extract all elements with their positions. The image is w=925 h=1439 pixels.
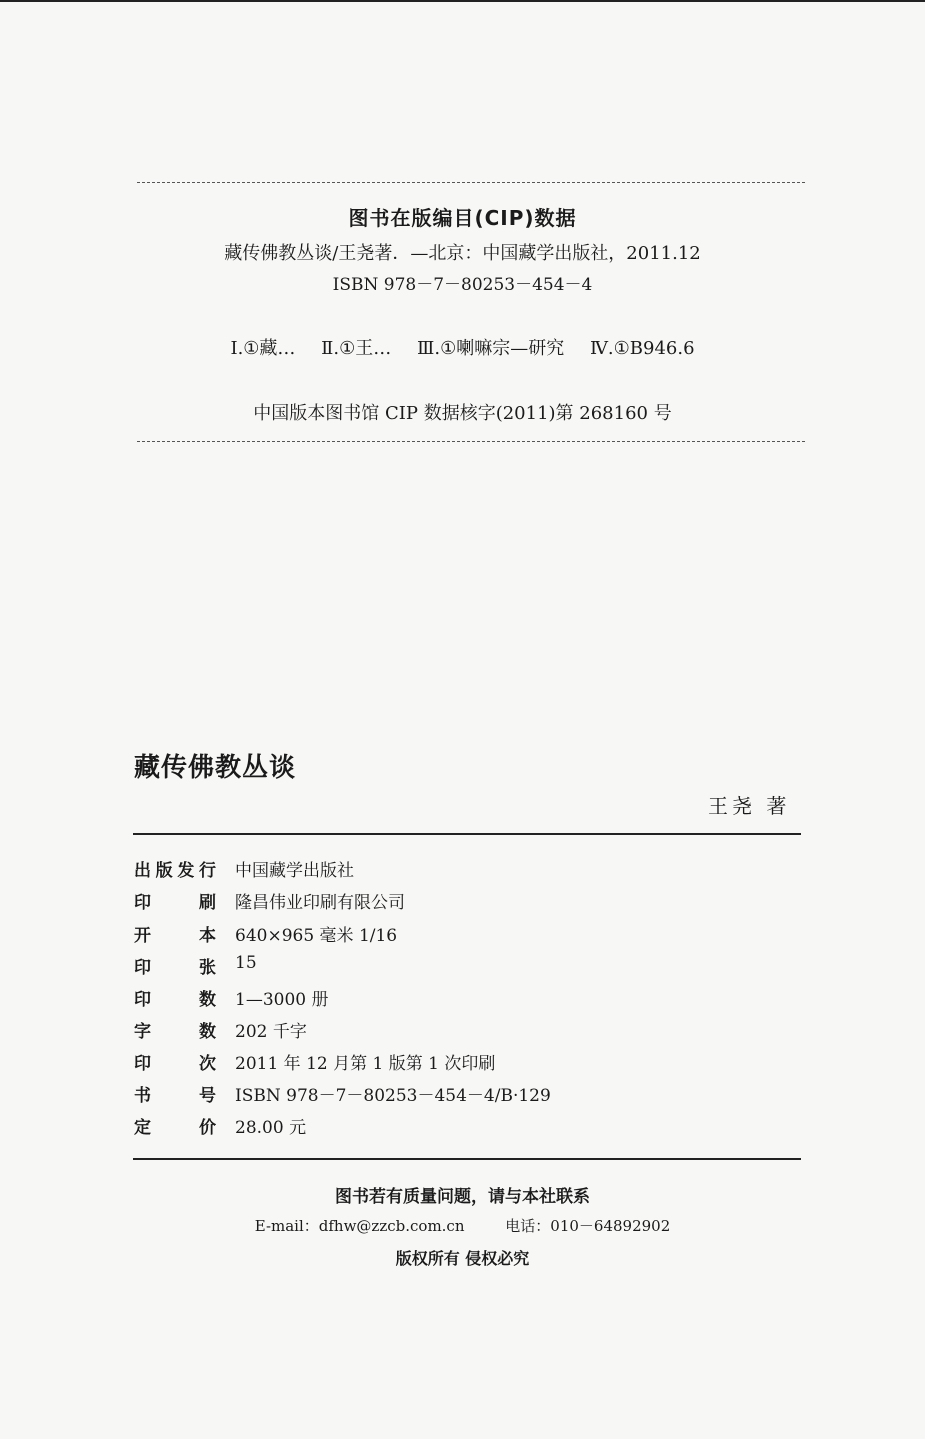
cip-bottom-divider [137, 441, 805, 442]
cip-class-4: Ⅳ.①B946.6 [589, 338, 695, 359]
info-value: 640×965 毫米 1/16 [235, 926, 398, 946]
info-label: 定 价 [134, 1118, 216, 1138]
contact-phone: 电话：010－64892902 [505, 1217, 671, 1235]
top-border-line [0, 0, 925, 2]
book-author: 王尧 著 [708, 794, 791, 818]
info-value: 28.00 元 [235, 1118, 307, 1138]
cip-bibliographic-line: 藏传佛教丛谈/王尧著．—北京：中国藏学出版社，2011.12 [224, 243, 701, 264]
cip-class-2: Ⅱ.①王… [321, 338, 392, 359]
info-value: 202 千字 [235, 1022, 307, 1042]
cip-isbn: ISBN 978－7－80253－454－4 [332, 275, 593, 295]
info-label: 印 刷 [134, 893, 216, 913]
info-bottom-rule [133, 1158, 801, 1160]
book-title: 藏传佛教丛谈 [134, 753, 297, 783]
info-label: 开 本 [134, 926, 216, 946]
cip-top-divider [137, 182, 805, 183]
contact-line [0, 1215, 925, 1236]
info-label: 出 版 发 行 [134, 861, 216, 881]
info-top-rule [133, 833, 801, 835]
info-label: 印 次 [134, 1054, 216, 1074]
info-label: 字 数 [134, 1022, 216, 1042]
cip-classification [0, 334, 925, 360]
info-value: 中国藏学出版社 [235, 861, 354, 881]
info-value: 15 [235, 953, 257, 973]
cip-title: 图书在版编目(CIP)数据 [348, 206, 577, 230]
info-label: 书 号 [134, 1086, 216, 1106]
cip-approval-number: 中国版本图书馆 CIP 数据核字(2011)第 268160 号 [253, 403, 672, 424]
info-label: 印 张 [134, 958, 216, 978]
copyright-notice: 版权所有 侵权必究 [395, 1249, 530, 1268]
info-value: 2011 年 12 月第 1 版第 1 次印刷 [235, 1054, 496, 1074]
info-value: ISBN 978－7－80253－454－4/B·129 [235, 1086, 551, 1106]
contact-email: E-mail：dfhw@zzcb.com.cn [254, 1217, 465, 1235]
quality-notice: 图书若有质量问题，请与本社联系 [335, 1187, 590, 1207]
info-label: 印 数 [134, 990, 216, 1010]
info-value: 1—3000 册 [235, 990, 329, 1010]
info-value: 隆昌伟业印刷有限公司 [235, 893, 405, 913]
cip-class-3: Ⅲ.①喇嘛宗—研究 [416, 338, 565, 359]
cip-class-1: Ⅰ.①藏… [230, 338, 296, 359]
